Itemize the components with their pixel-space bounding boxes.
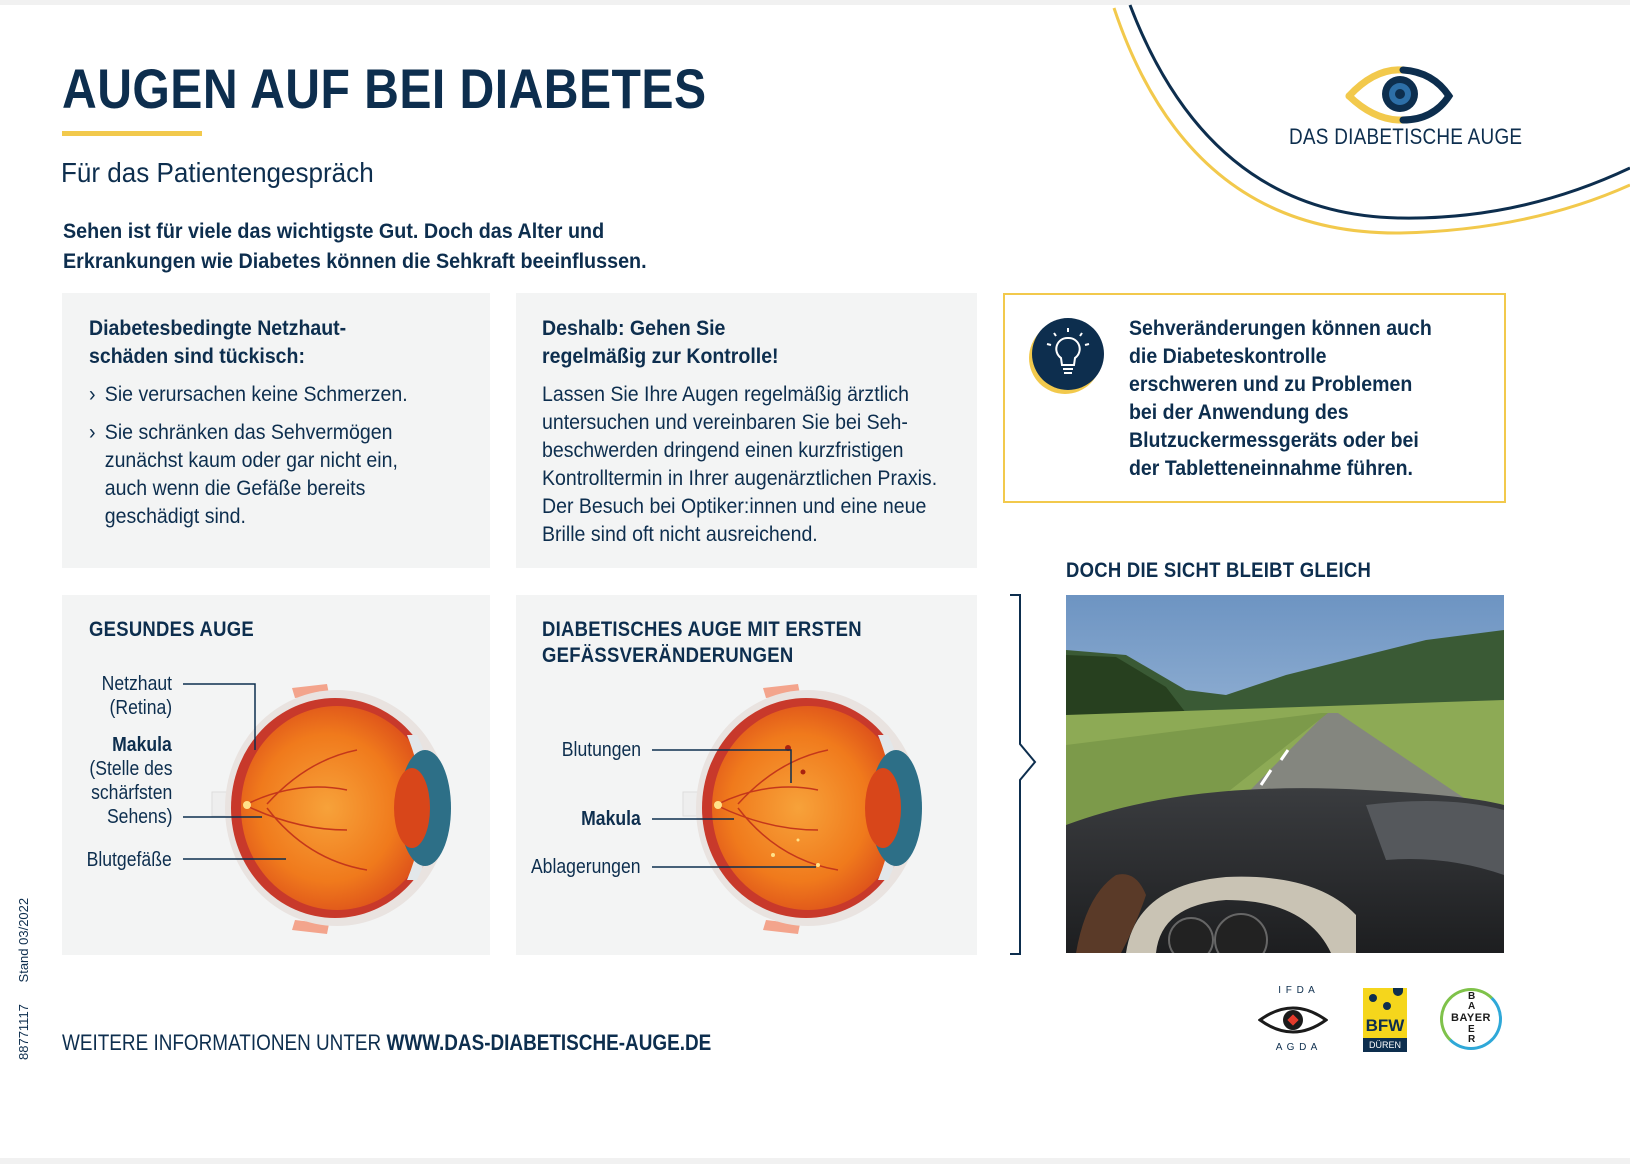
bayer-logo xyxy=(1440,988,1502,1050)
healthy-eye-panel xyxy=(62,595,490,955)
page-title: AUGEN AUF BEI DIABETES xyxy=(62,57,707,120)
makula-desc-3: Sehens) xyxy=(106,806,172,828)
checkup-text: Lassen Sie Ihre Augen regelmäßig ärztlich untersuchen und vereinbaren Sie bei Seh-beschwerden dringend einen kurzfristigen Kontrolltermin in Ihrer augenärztlichen Praxis. Der Besuch bei Optiker:innen und eine neue Brille sind oft nicht ausreichend. xyxy=(542,383,938,546)
bayer-vertical-bottom: E R xyxy=(1468,1024,1476,1045)
diabetic-eye-leaders xyxy=(516,595,977,955)
checkup-box xyxy=(516,293,977,568)
warning-heading-2: schäden sind tückisch: xyxy=(89,345,305,368)
ablagerungen-label: Ablagerungen xyxy=(531,856,641,878)
list-item: › Sie verursachen keine Schmerzen. xyxy=(89,381,433,409)
footer-url[interactable]: WWW.DAS-DIABETISCHE-AUGE.DE xyxy=(386,1030,712,1055)
diabetic-eye-title-2: GEFÄSSVERÄNDERUNGEN xyxy=(542,644,794,667)
bfw-logo xyxy=(1363,988,1407,1052)
checkup-heading-1: Deshalb: Gehen Sie xyxy=(542,317,726,340)
bracket-divider xyxy=(1005,594,1045,956)
driving-photo xyxy=(1066,595,1504,953)
makula-label-diabetic: Makula xyxy=(581,808,641,830)
makula-desc-1: (Stelle des xyxy=(88,758,172,780)
makula-label: Makula xyxy=(112,734,172,756)
lightbulb-icon xyxy=(1028,318,1108,398)
diabetic-eye-panel xyxy=(516,595,977,955)
bfw-city: DÜREN xyxy=(1363,1038,1407,1052)
doc-number: 88771117 xyxy=(16,1004,31,1060)
eye-icon xyxy=(1345,66,1455,126)
footer-info xyxy=(62,1030,711,1056)
blutungen-label: Blutungen xyxy=(561,739,641,761)
view-title: DOCH DIE SICHT BLEIBT GLEICH xyxy=(1066,559,1372,582)
warning-heading-1: Diabetesbedingte Netzhaut- xyxy=(89,317,347,340)
warning-list xyxy=(89,381,433,531)
document-number-stamp xyxy=(16,898,31,1060)
tip-text: Sehveränderungen können auch die Diabeteskontrolle erschweren und zu Problemen bei der Anwendung des Blutzuckermessgeräts oder bei der Tabletteneinnahme führen. xyxy=(1129,317,1432,480)
agda-bottom-text: A G D A xyxy=(1275,1042,1319,1053)
bfw-name: BFW xyxy=(1365,1016,1405,1035)
doc-stand: Stand 03/2022 xyxy=(16,897,31,983)
footer-prefix: WEITERE INFORMATIONEN UNTER xyxy=(62,1030,382,1055)
warning-box xyxy=(62,293,490,568)
title-underline xyxy=(62,131,202,136)
healthy-eye-title: GESUNDES AUGE xyxy=(89,618,254,641)
bottom-border xyxy=(0,1158,1630,1164)
list-item: › Sie schränken das Sehvermögen zunächst kaum oder gar nicht ein, auch wenn die Gefäße bereits geschädigt sind. xyxy=(89,419,433,531)
checkup-heading-2: regelmäßig zur Kontrolle! xyxy=(542,345,779,368)
retina-label: (Retina) xyxy=(109,697,172,719)
brand-name: DAS DIABETISCHE AUGE xyxy=(1289,124,1523,149)
diabetic-eye-title-1: DIABETISCHES AUGE MIT ERSTEN xyxy=(542,618,862,641)
blutgefaesse-label: Blutgefäße xyxy=(86,849,172,871)
bayer-name: BAYER xyxy=(1451,1012,1491,1024)
makula-desc-2: schärfsten xyxy=(90,782,172,804)
page-subtitle: Für das Patientengespräch xyxy=(61,157,374,188)
intro-text: Sehen ist für viele das wichtigste Gut. Doch das Alter und Erkrankungen wie Diabetes können die Sehkraft beeinflussen. xyxy=(63,220,647,273)
netzhaut-label: Netzhaut xyxy=(101,673,172,695)
bayer-vertical-top: B A xyxy=(1468,991,1476,1012)
ifda-eye-logo xyxy=(1258,1000,1328,1040)
ifda-top-text: I F D A xyxy=(1278,985,1316,996)
